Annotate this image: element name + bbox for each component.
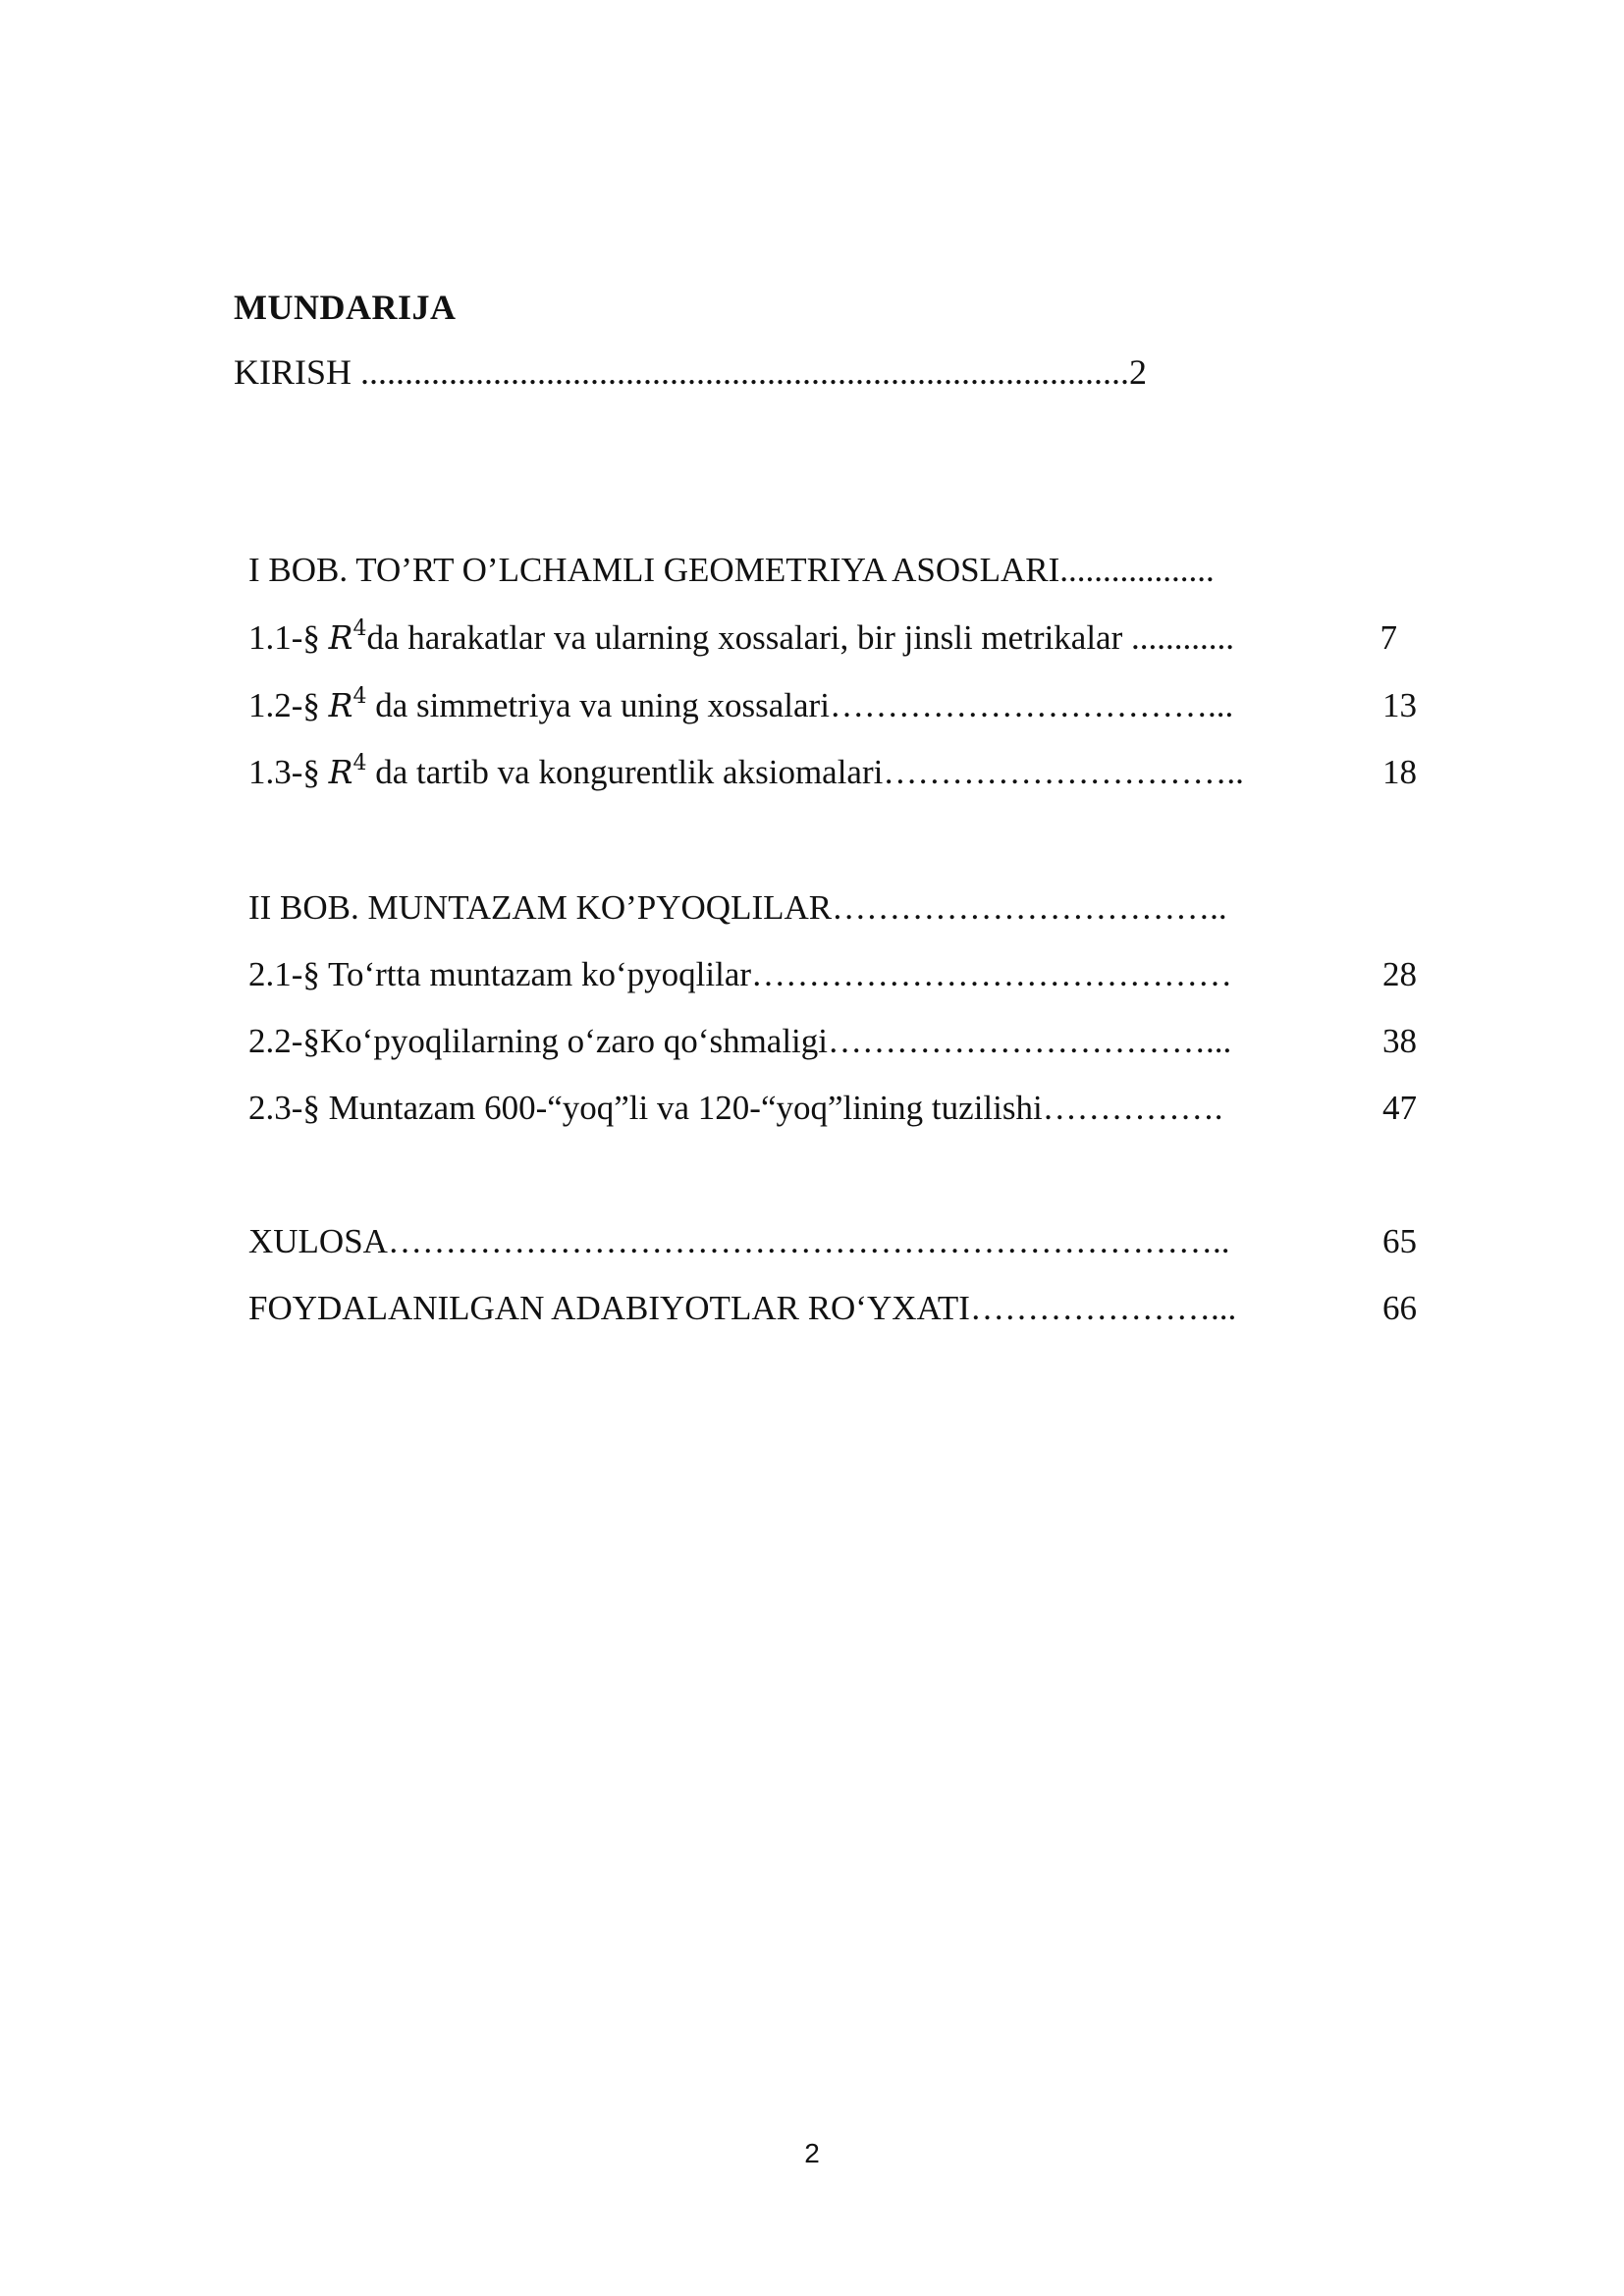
toc-entry-label	[248, 686, 1233, 725]
toc-page-number: 47	[1382, 1089, 1417, 1127]
toc-page-number: 28	[1382, 955, 1417, 993]
toc-page-number: 65	[1382, 1222, 1417, 1260]
footer-page-number: 2	[804, 2138, 820, 2168]
section-title: da tartib va kongurentlik aksiomalari…………………………..	[366, 753, 1244, 791]
math-exponent: 4	[352, 616, 367, 641]
chapter-1-title	[248, 551, 1417, 594]
math-exponent: 4	[352, 751, 367, 775]
toc-entry-label	[248, 618, 1234, 658]
toc-entry-label: KIRISH	[234, 352, 352, 392]
toc-entry-1-2	[248, 686, 1417, 729]
toc-entry-1-1	[248, 618, 1417, 662]
section-title: FOYDALANILGAN ADABIYOTLAR RO‘YXATI…………………...	[248, 1289, 1237, 1327]
toc-page-number: 2	[1129, 352, 1148, 392]
toc-entry-label	[248, 753, 1244, 792]
section-title: da harakatlar va ularning xossalari, bir jinsli metrikalar ............	[366, 618, 1234, 657]
toc-page-number: 18	[1382, 753, 1417, 791]
section-title: 2.1-§ To‘rtta muntazam ko‘pyoqlilar……………………………………	[248, 955, 1233, 993]
math-symbol: R	[328, 753, 353, 791]
chapter-2-title	[248, 888, 1417, 932]
toc-page-number: 66	[1382, 1289, 1417, 1327]
section-number: 1.1-§	[248, 618, 329, 657]
section-title: XULOSA………………………………………………………………..	[248, 1222, 1230, 1260]
chapter-title: I BOB. TO’RT O’LCHAMLI GEOMETRIYA ASOSLARI..................	[248, 551, 1215, 589]
toc-page-number: 13	[1382, 686, 1417, 724]
toc-entry-xulosa	[248, 1222, 1417, 1265]
toc-entry-references	[248, 1289, 1417, 1332]
section-number: 1.3-§	[248, 753, 329, 791]
toc-entry-kirish	[234, 351, 1147, 393]
toc-entry-1-3	[248, 753, 1417, 796]
math-r4	[329, 753, 367, 791]
math-r4	[329, 618, 367, 657]
toc-page-number: 38	[1382, 1022, 1417, 1060]
toc-heading: MUNDARIJA	[234, 288, 457, 327]
toc-entry-2-1	[248, 955, 1417, 998]
section-title: da simmetriya va uning xossalari……………………………...	[366, 686, 1234, 724]
math-r4	[329, 686, 367, 724]
toc-leader-dots: .......................................................................................	[352, 352, 1130, 392]
section-title: 2.3-§ Muntazam 600-“yoq”li va 120-“yoq”lining tuzilishi…………….	[248, 1089, 1223, 1127]
math-symbol: R	[328, 686, 353, 724]
math-exponent: 4	[352, 684, 367, 709]
section-number: 1.2-§	[248, 686, 329, 724]
toc-page-number: 7	[1380, 618, 1397, 657]
toc-entry-2-2	[248, 1022, 1417, 1065]
math-symbol: R	[328, 618, 353, 657]
chapter-title: II BOB. MUNTAZAM KO’PYOQLILAR……………………………..	[248, 888, 1227, 927]
section-title: 2.2-§Ko‘pyoqlilarning o‘zaro qo‘shmaligi……………………………...	[248, 1022, 1232, 1060]
toc-entry-2-3	[248, 1089, 1417, 1132]
